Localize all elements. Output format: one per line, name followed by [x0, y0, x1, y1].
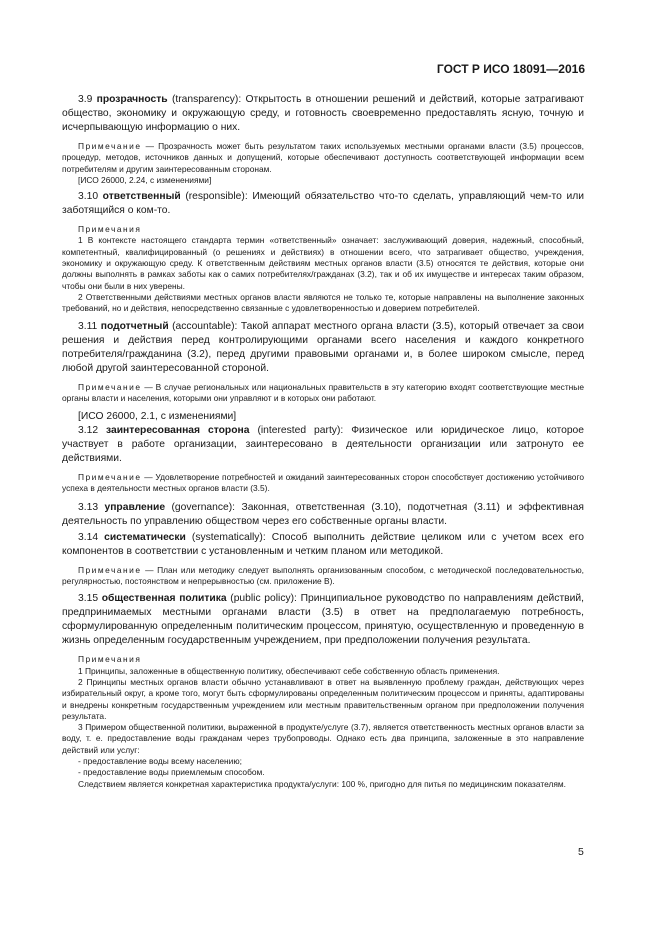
term-number: 3.11 — [78, 320, 101, 332]
definition-3-14 — [62, 531, 584, 559]
term-definition: (interested party): Физическое или юридическое лицо, которое участвует в работе организации, заинтересовано в деятельности организации или затронуто ее действиями. — [62, 425, 584, 465]
term: заинтересованная сторона — [106, 425, 250, 437]
document-header: ГОСТ Р ИСО 18091—2016 — [436, 62, 585, 76]
note-3-15-2: 2 Принципы местных органов власти обычно устанавливают в ответ на выявленную проблему граждан, действующих через избирательный округ, а кроме того, могут быть сформулированы определенным политическим процессом и приняты, адаптированы и внедрены конкретным государственным учреждением или местным правительственным органом при предположении получения результата. — [62, 676, 584, 721]
term-number: 3.10 — [78, 191, 103, 203]
reference-3-11: [ИСО 26000, 2.1, с изменениями] — [78, 411, 237, 423]
note-text: — Удовлетворение потребностей и ожиданий заинтересованных сторон способствует достижению устойчивого успеха в деятельности местных органов власти (3.5). — [62, 472, 584, 494]
reference-3-9: [ИСО 26000, 2.24, с изменениями] — [78, 174, 212, 185]
notes-label-3-15: Примечания — [78, 654, 142, 665]
note-3-9 — [62, 141, 584, 175]
document-body — [62, 93, 584, 790]
note-3-14 — [62, 565, 584, 588]
term-number: 3.13 — [78, 501, 105, 513]
note-3-10-2: 2 Ответственными действиями местных органов власти являются не только те, которые направлены на выполнение законных требований, но и действия, непосредственно связанные с удовлетворенностью и доверием потребителей. — [62, 291, 584, 314]
term-definition: (systematically): Способ выполнить действие целиком или с учетом всех его компонентов в соответствии с установленным и четким планом или методикой. — [62, 531, 584, 557]
notes-label-3-10: Примечания — [78, 224, 142, 235]
note-3-15-3: 3 Примером общественной политики, выраженной в продукте/услуге (3.7), является ответственность местных органов власти за воду, т. е. предоставление воды гражданам через трубопроводы. Однако есть два принципа, заложенные в это направление действий или услуг: — [62, 722, 584, 755]
definition-3-9 — [62, 93, 584, 135]
term: ответственный — [102, 191, 181, 203]
definition-3-11 — [62, 320, 584, 376]
term-definition: (public policy): Принципиальное руководство по направлениям действий, предпринимаемых местными органами власти (3.5) в ответ на предполагаемую потребность, сформулированную определенным политическим процессом, принятую, осуществленную и проведенную в жизнь определенным государственным учреждением, при предположении получения результата. — [62, 593, 585, 647]
term: систематически — [104, 531, 186, 543]
term-definition: (accountable): Такой аппарат местного органа власти (3.5), который отвечает за свои решения и действия перед контролирующими органами всего населения и каждого конкретного потребителя/гражданина (3.2), перед другими правовыми органами и, в более широком смысле, перед любой другой заинтересованной стороной. — [62, 320, 585, 374]
definition-3-13 — [62, 501, 584, 529]
term-number: 3.14 — [78, 531, 105, 543]
note-3-15-1: 1 Принципы, заложенные в общественную политику, обеспечивают себе собственную область применения. — [78, 665, 500, 676]
page-number: 5 — [578, 846, 584, 858]
note-text: — В случае региональных или национальных правительств в эту категорию входят соответствующие местные органы власти и населения, которыми они управляют и в которых они работают. — [62, 381, 584, 403]
definition-3-10 — [62, 190, 584, 218]
term-number: 3.9 — [78, 94, 97, 105]
term: подотчетный — [100, 320, 169, 332]
term: управление — [104, 501, 166, 513]
term-definition: (transparency): Открытость в отношении решений и действий, которые затрагивают общество, экономику и окружающую среду, и готовность своевременно предоставлять ясную, точную и исчерпывающую информацию о них. — [62, 94, 584, 133]
note-label: Примечание — [78, 564, 142, 575]
note-text: — Прозрачность может быть результатом таких используемых местными органами власти (3.5) процессов, процедур, методов, источников данных и допущений, которые обеспечивают доступность соответствующей информации всем потребителям и другим заинтересованным сторонам. — [62, 141, 584, 174]
definition-3-15 — [62, 592, 584, 648]
term: прозрачность — [96, 94, 168, 105]
note-3-12 — [62, 472, 584, 495]
note-3-11 — [62, 382, 584, 405]
note-text: — План или методику следует выполнять организованным способом, с методической последовательностью, регулярностью, постоянством и непрерывностью (см. приложение В). — [62, 564, 584, 587]
list-item: - предоставление воды приемлемым способом. — [78, 767, 265, 778]
term-number: 3.15 — [78, 593, 102, 605]
note-conclusion: Следствием является конкретная характеристика продукта/услуги: 100 %, пригодно для питья по медицинским показателям. — [78, 778, 566, 789]
note-label: Примечание — [78, 141, 142, 151]
list-item: - предоставление воды всему населению; — [78, 756, 242, 767]
note-3-10-1: 1 В контексте настоящего стандарта термин «ответственный» означает: заслуживающий доверия, надежный, способный, компетентный, квалифицированный (о решениях и действиях) в отношении всего, что затрагивает общество, учреждения, экономику и окружающую среду. К ответственным действиям местных органов власти (3.5) относятся те действия, которые они должны выполнять в рамках заботы как о самих потребителях/гражданах (3.2), так и об их имуществе и интересах таким образом, чтобы они были в них уверены. — [62, 235, 584, 291]
definition-3-12 — [62, 424, 584, 466]
term-number: 3.12 — [78, 425, 107, 437]
term-definition: (responsible): Имеющий обязательство что-то сделать, управляющий чем-то или заботящийся о ком-то. — [62, 191, 584, 217]
note-label: Примечание — [78, 381, 142, 392]
term: общественная политика — [101, 593, 227, 605]
note-label: Примечание — [78, 472, 142, 483]
term-definition: (governance): Законная, ответственная (3.10), подотчетная (3.11) и эффективная деятельность по управлению обществом через его собственные органы власти. — [62, 501, 584, 527]
